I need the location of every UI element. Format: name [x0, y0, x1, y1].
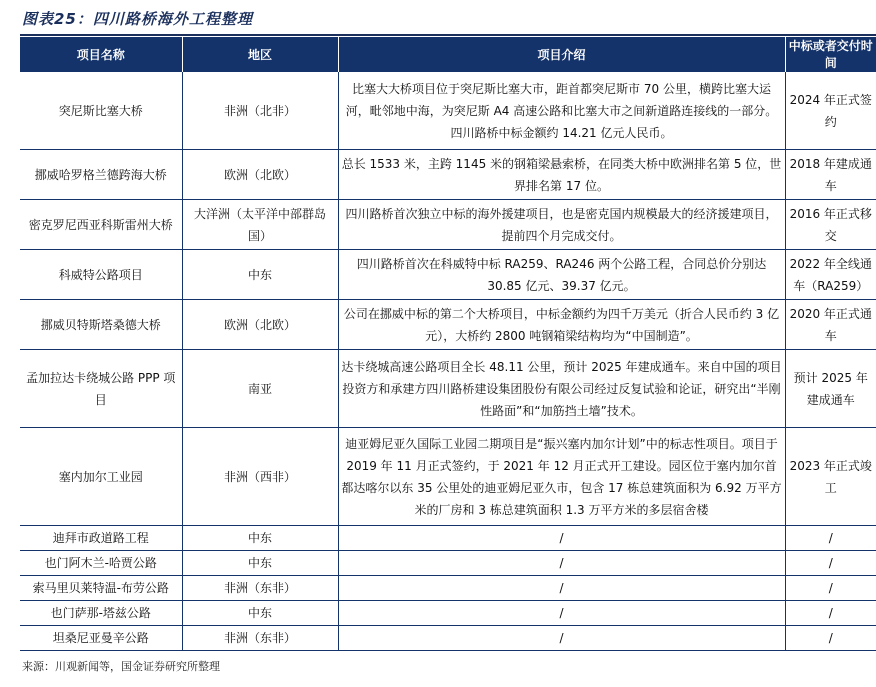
header-region: 地区 [182, 37, 338, 72]
region-cell: 欧洲（北欧） [182, 300, 338, 350]
table-row [20, 551, 876, 576]
table-row [20, 300, 876, 350]
intro-cell: / [338, 576, 785, 601]
project-name-cell: 索马里贝莱特温-布劳公路 [20, 576, 182, 601]
table-row [20, 350, 876, 428]
intro-cell: 比塞大大桥项目位于突尼斯比塞大市，距首都突尼斯市 70 公里，横跨比塞大运河，毗邻地中海，为突尼斯 A4 高速公路和比塞大市之间新道路连接线的一部分。四川路桥中标金额约 14.21 亿元人民币。 [338, 72, 785, 150]
region-cell: 大洋洲（太平洋中部群岛国） [182, 200, 338, 250]
intro-cell: / [338, 601, 785, 626]
time-cell: 2024 年正式签约 [785, 72, 876, 150]
intro-cell: 迪亚姆尼亚久国际工业园二期项目是“振兴塞内加尔计划”中的标志性项目。项目于 2019 年 11 月正式签约，于 2021 年 12 月正式开工建设。园区位于塞内加尔首都达喀尔以东 35 公里处的迪亚姆尼亚久市，包含 17 栋总建筑面积为 6.92 万平方米的厂房和 3 栋总建筑面积 1.3 万平方米的多层宿舍楼 [338, 428, 785, 526]
time-cell: / [785, 576, 876, 601]
table-row [20, 526, 876, 551]
region-cell: 非洲（西非） [182, 428, 338, 526]
project-name-cell: 孟加拉达卡绕城公路 PPP 项目 [20, 350, 182, 428]
project-name-cell: 坦桑尼亚曼辛公路 [20, 626, 182, 651]
region-cell: 欧洲（北欧） [182, 150, 338, 200]
time-cell: / [785, 601, 876, 626]
table-row [20, 72, 876, 150]
project-name-cell: 塞内加尔工业园 [20, 428, 182, 526]
figure-title: 图表25：四川路桥海外工程整理 [22, 10, 253, 28]
table-header-row [20, 37, 876, 72]
time-cell: 2020 年正式通车 [785, 300, 876, 350]
project-name-cell: 科威特公路项目 [20, 250, 182, 300]
region-cell: 非洲（东非） [182, 576, 338, 601]
time-cell: / [785, 526, 876, 551]
intro-cell: 总长 1533 米，主跨 1145 米的钢箱梁悬索桥，在同类大桥中欧洲排名第 5 位，世界排名第 17 位。 [338, 150, 785, 200]
intro-cell: / [338, 526, 785, 551]
region-cell: 中东 [182, 551, 338, 576]
project-name-cell: 密克罗尼西亚科斯雷州大桥 [20, 200, 182, 250]
source-note: 来源：川观新闻等，国金证券研究所整理 [22, 660, 220, 673]
table-row [20, 250, 876, 300]
intro-cell: 达卡绕城高速公路项目全长 48.11 公里，预计 2025 年建成通车。来自中国的项目投资方和承建方四川路桥建设集团股份有限公司经过反复试验和论证，研究出“半刚性路面”和“加筋挡土墙”技术。 [338, 350, 785, 428]
intro-cell: 四川路桥首次在科威特中标 RA259、RA246 两个公路工程，合同总价分别达 30.85 亿元、39.37 亿元。 [338, 250, 785, 300]
region-cell: 南亚 [182, 350, 338, 428]
table-row [20, 428, 876, 526]
intro-cell: / [338, 551, 785, 576]
time-cell: 2018 年建成通车 [785, 150, 876, 200]
region-cell: 中东 [182, 601, 338, 626]
project-name-cell: 迪拜市政道路工程 [20, 526, 182, 551]
time-cell: 2016 年正式移交 [785, 200, 876, 250]
time-cell: 2023 年正式竣工 [785, 428, 876, 526]
intro-cell: / [338, 626, 785, 651]
region-cell: 非洲（北非） [182, 72, 338, 150]
title-rule [20, 34, 876, 36]
header-time: 中标或者交付时间 [785, 37, 876, 72]
project-name-cell: 挪威贝特斯塔桑德大桥 [20, 300, 182, 350]
region-cell: 中东 [182, 526, 338, 551]
table-row [20, 200, 876, 250]
project-name-cell: 也门萨那-塔兹公路 [20, 601, 182, 626]
time-cell: / [785, 626, 876, 651]
project-name-cell: 突尼斯比塞大桥 [20, 72, 182, 150]
projects-table [20, 37, 876, 651]
project-name-cell: 也门阿木兰-哈贾公路 [20, 551, 182, 576]
time-cell: / [785, 551, 876, 576]
header-project-name: 项目名称 [20, 37, 182, 72]
project-name-cell: 挪威哈罗格兰德跨海大桥 [20, 150, 182, 200]
table-row [20, 601, 876, 626]
intro-cell: 四川路桥首次独立中标的海外援建项目，也是密克国内规模最大的经济援建项目，提前四个月完成交付。 [338, 200, 785, 250]
header-intro: 项目介绍 [338, 37, 785, 72]
table-row [20, 150, 876, 200]
region-cell: 非洲（东非） [182, 626, 338, 651]
intro-cell: 公司在挪威中标的第二个大桥项目，中标金额约为四千万美元（折合人民币约 3 亿元），大桥约 2800 吨钢箱梁结构均为“中国制造”。 [338, 300, 785, 350]
time-cell: 预计 2025 年建成通车 [785, 350, 876, 428]
region-cell: 中东 [182, 250, 338, 300]
table-row [20, 576, 876, 601]
time-cell: 2022 年全线通车（RA259） [785, 250, 876, 300]
table-row [20, 626, 876, 651]
